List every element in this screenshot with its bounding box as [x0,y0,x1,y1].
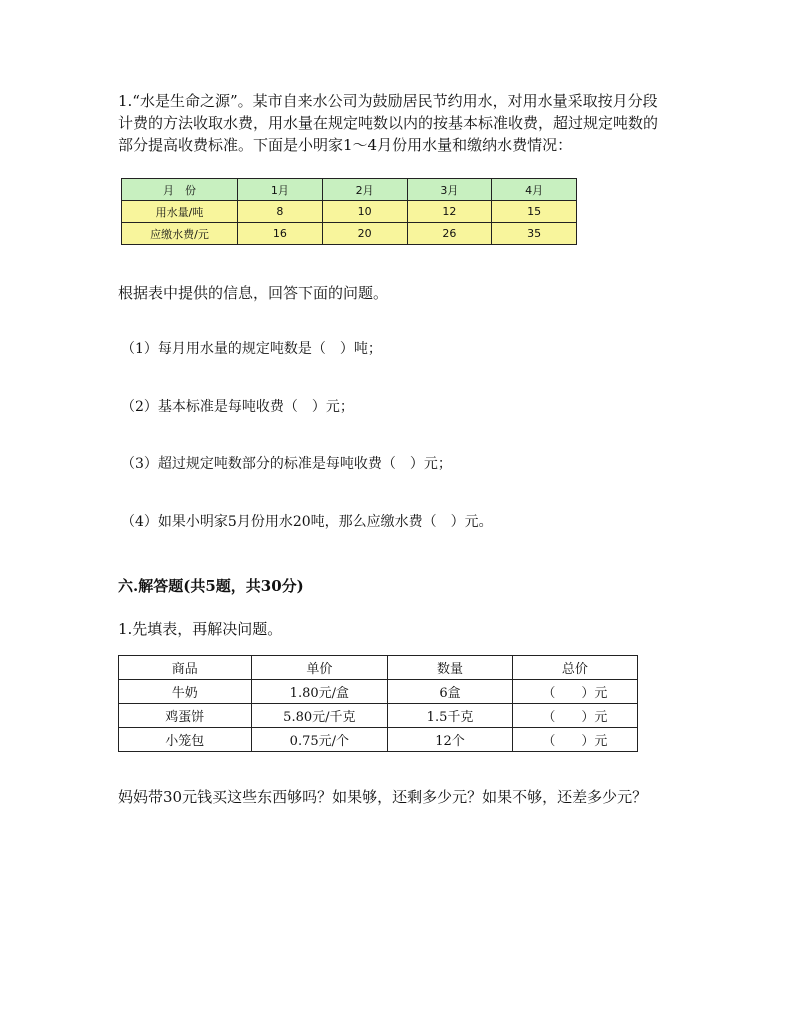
table-cell: 1.5千克 [388,704,513,728]
row-label: 应缴水费/元 [122,223,238,245]
table-cell: （ ）元 [512,704,637,728]
month-header: 月 份 [122,179,238,201]
header-cell: 总价 [512,656,637,680]
table-header-row [122,179,577,201]
table-cell: 6盒 [388,680,513,704]
question-3: （3）超过规定吨数部分的标准是每吨收费（ ）元； [121,456,452,472]
intro-line: 1.“水是生命之源”。某市自来水公司为鼓励居民节约用水，对用水量采取按月分段 [118,92,658,110]
table-cell: 12个 [388,728,513,752]
table-cell: 26 [407,223,492,245]
row-label: 用水量/吨 [122,201,238,223]
header-cell: 商品 [119,656,252,680]
table-cell: 12 [407,201,492,223]
question-2: （2）基本标准是每吨收费（ ）元； [121,399,354,415]
section-title: 六.解答题(共5题，共30分) [118,577,304,595]
table-cell: 小笼包 [119,728,252,752]
question-4: （4）如果小明家5月份用水20吨，那么应缴水费（ ）元。 [121,514,493,530]
intro-line: 部分提高收费标准。下面是小明家1～4月份用水量和缴纳水费情况： [118,136,573,154]
shopping-table [118,655,638,752]
table-cell: 8 [238,201,323,223]
table-cell: 5.80元/千克 [251,704,388,728]
question-1: （1）每月用水量的规定吨数是（ ）吨； [121,341,382,357]
table-row [119,704,638,728]
intro-line: 计费的方法收取水费，用水量在规定吨数以内的按基本标准收费，超过规定吨数的 [118,114,659,132]
table-row [122,223,577,245]
month-cell: 1月 [238,179,323,201]
table-row [122,201,577,223]
problem-2-question: 妈妈带30元钱买这些东西够吗？如果够，还剩多少元？如果不够，还差多少元？ [118,788,648,806]
table-cell: 0.75元/个 [251,728,388,752]
table-cell: 20 [322,223,407,245]
problem-1-prompt: 根据表中提供的信息，回答下面的问题。 [118,284,389,302]
header-cell: 单价 [251,656,388,680]
month-cell: 4月 [492,179,577,201]
table-cell: 15 [492,201,577,223]
table-header-row [119,656,638,680]
table-cell: 牛奶 [119,680,252,704]
table-cell: （ ）元 [512,728,637,752]
table-cell: 1.80元/盒 [251,680,388,704]
water-usage-table [121,178,577,245]
problem-2-intro: 1.先填表，再解决问题。 [118,620,283,638]
table-cell: 鸡蛋饼 [119,704,252,728]
month-cell: 3月 [407,179,492,201]
table-row [119,680,638,704]
table-cell: 35 [492,223,577,245]
table-row [119,728,638,752]
table-cell: 16 [238,223,323,245]
table-cell: （ ）元 [512,680,637,704]
header-cell: 数量 [388,656,513,680]
problem-1-intro [118,90,688,156]
table-cell: 10 [322,201,407,223]
month-cell: 2月 [322,179,407,201]
